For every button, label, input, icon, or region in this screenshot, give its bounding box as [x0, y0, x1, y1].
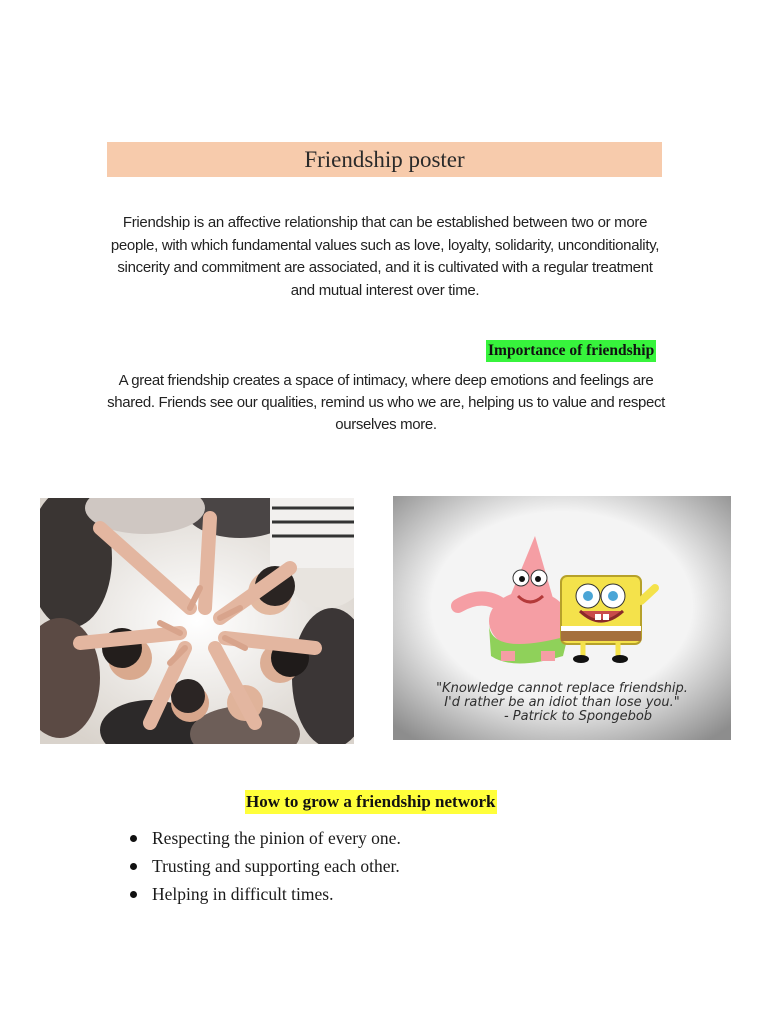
- importance-paragraph: A great friendship creates a space of intimacy, where deep emotions and feelings are shared. Friends see our qualities, remind us who we are, helping us to value and respect ourselves more.: [107, 372, 665, 433]
- page-title: Friendship poster: [304, 146, 465, 172]
- list-item: Respecting the pinion of every one.: [127, 824, 401, 852]
- intro-paragraph: Friendship is an affective relationship that can be established between two or more people, with which fundamental values such as love, loyalty, solidarity, unconditionality, sincerity and commitment are associated, and it is cultivated with a regular treatment and mutual interest over time.: [110, 214, 660, 299]
- grow-network-heading: How to grow a friendship network: [245, 790, 497, 814]
- quote-attribution: - Patrick to Spongebob: [503, 709, 653, 724]
- friends-star-photo: [40, 498, 354, 744]
- quote-line-2: I'd rather be an idiot than lose you.": [444, 695, 680, 710]
- title-banner: [107, 142, 662, 177]
- spongebob-patrick-photo: [393, 496, 731, 740]
- quote-line-1: "Knowledge cannot replace friendship.: [436, 681, 688, 696]
- importance-heading: Importance of friendship: [486, 340, 656, 362]
- grow-network-list: [127, 824, 401, 908]
- list-item: Trusting and supporting each other.: [127, 852, 401, 880]
- list-item: Helping in difficult times.: [127, 880, 401, 908]
